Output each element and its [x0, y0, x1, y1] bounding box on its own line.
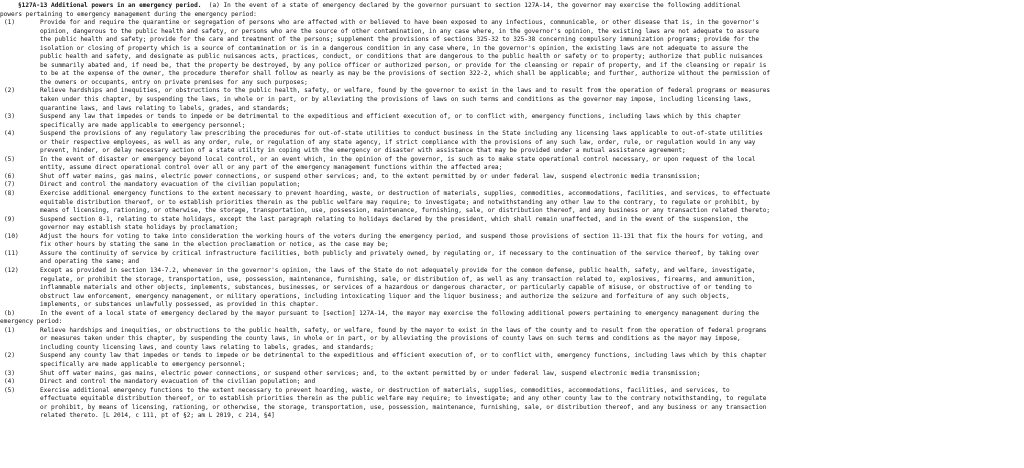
subsection-b-item-text-line: Exercise additional emergency functions to the extent necessary to prevent hoarding, waste, or destruction of materials, supplies, commodities, accommodations, facilities, and services, to	[40, 386, 730, 394]
subsection-a-item-text-line: In the event of disaster or emergency beyond local control, or an event which, in the opinion of the governor, is such as to make state operational control necessary, or upon request of the local	[40, 155, 756, 163]
subsection-a-item	[0, 173, 1022, 182]
subsection-a-item-text-line: regulate, or prohibit the storage, transportation, use, possession, maintenance, furnishing, sale, or distribution of, as well as any transaction related to, explosives, firearms, and ammunition,	[40, 275, 756, 283]
subsection-a-item-text-line: public health and safety, and designate as public nuisances acts, practices, conduct, or conditions that are dangerous to the public health or safety or to property; authorize that public nuisances	[40, 53, 763, 61]
subsection-a-item-number: (9)	[4, 215, 16, 223]
subsection-a-item	[0, 181, 1022, 190]
subsection-a-list	[0, 19, 1022, 310]
subsection-a-item-text-line: Suspend section 8-1, relating to state holidays, except the last paragraph relating to holidays declared by the president, which shall remain unaffected, and in the event of the suspension, the	[40, 215, 749, 223]
subsection-a-item-text-line: specifically are made applicable to emergency personnel;	[40, 121, 246, 129]
subsection-b-item-text-line: effectuate equitable distribution thereof, or to establish priorities therein as the public welfare may require; to investigate; and any other county law to the contrary notwithstanding, to regulate	[40, 395, 767, 403]
subsection-b-item-text-line: specifically are made applicable to emergency personnel;	[40, 360, 246, 368]
subsection-b-item-text-line: related thereto. [L 2014, c 111, pt of §2; am L 2019, c 214, §4]	[40, 412, 275, 420]
subsection-b-item-text-line: Suspend any county law that impedes or tends to impede or be detrimental to the expeditious and efficient execution of, or to conflict with, emergency functions, including laws which by this chapter	[40, 352, 767, 360]
subsection-a-item-text-line: Exercise additional emergency functions to the extent necessary to prevent hoarding, waste, or destruction of materials, supplies, commodities, accommodations, facilities, and services, to effectuate	[40, 190, 771, 198]
subsection-a-item-text-line: inflammable materials and other objects, implements, substances, businesses, or services of a hazardous or dangerous character, or particularly capable of misuse, or obstructive of or tending to	[40, 284, 752, 292]
subsection-a-intro: (a) In the event of a state of emergency declared by the governor pursuant to section 127A-14, the governor may exercise the following additional	[208, 2, 741, 9]
subsection-b-item-text-line: including county licensing laws, and county laws relating to labels, grades, and standards;	[40, 343, 374, 351]
subsection-a-item	[0, 113, 1022, 130]
subsection-b	[0, 310, 1022, 319]
subsection-a-item	[0, 216, 1022, 233]
subsection-b-intro: In the event of a local state of emergency declared by the mayor pursuant to [section] 127A-14, the mayor may exercise the following additional powers pertaining to emergency management during the	[40, 309, 760, 317]
subsection-b-item-text-line: or prohibit, by means of licensing, rationing, or otherwise, the storage, transportation, use, possession, maintenance, furnishing, sale, or distribution thereof, and any business or any transaction	[40, 403, 767, 411]
subsection-b-item-number: (5)	[4, 386, 16, 394]
subsection-a-item-text-line: Relieve hardships and inequities, or obstructions to the public health, safety, or welfare, found by the governor to exist in the laws and to result from the operation of federal programs or measures	[40, 87, 771, 95]
subsection-a-intro-continued: powers pertaining to emergency management during the emergency period:	[0, 10, 257, 18]
subsection-b-item-number: (1)	[4, 326, 16, 334]
subsection-b-item-number: (2)	[4, 352, 16, 360]
subsection-a-item-text-line: and operating the same; and	[40, 258, 140, 266]
subsection-a-item-text-line: or their respective employees, as well as any order, rule, or regulation of any state agency, if strict compliance with the provisions of any such law, order, rule, or regulation would in any way	[40, 138, 756, 146]
subsection-b-item	[0, 387, 1022, 421]
subsection-b-list	[0, 327, 1022, 421]
subsection-b-item-text-line: Direct and control the mandatory evacuation of the civilian population; and	[40, 378, 316, 386]
subsection-b-item-text-line: or measures taken under this chapter, by suspending the county laws, in whole or in part, or by alleviating the provisions of county laws on such terms and conditions as the mayor may impose,	[40, 335, 741, 343]
subsection-a-item-text-line: quarantine laws, and laws relating to labels, grades, and standards;	[40, 104, 290, 112]
subsection-b-item	[0, 370, 1022, 379]
subsection-a-item-text-line: Assure the continuity of service by critical infrastructure facilities, both publicly and privately owned, by regulating or, if necessary to the continuation of the service thereof, by taking over	[40, 249, 760, 257]
subsection-a-item	[0, 250, 1022, 267]
subsection-a-item	[0, 130, 1022, 156]
subsection-a-item-number: (6)	[4, 172, 16, 180]
subsection-a-item-number: (12)	[4, 266, 19, 274]
subsection-a-item-text-line: opinion, dangerous to the public health and safety, or persons who are the source of other contamination, in any case where, in the governor's opinion, the existing laws are not adequate to assure	[40, 27, 760, 35]
section-heading: §127A-13 Additional powers in an emergency period.	[18, 2, 202, 9]
subsection-a-item-number: (8)	[4, 190, 16, 198]
subsection-b-item	[0, 352, 1022, 369]
subsection-a-item-text-line: the public health and safety; provide for the care and treatment of the persons; supplement the provisions of sections 325-32 to 325-38 concerning compulsory immunization programs; provide for the	[40, 36, 760, 44]
subsection-a-item-text-line: be summarily abated and, if need be, that the property be destroyed, by any police officer or authorized person, or provide for the cleansing or repair of property, and if the cleansing or repair is	[40, 61, 767, 69]
subsection-a-item-text-line: isolation or closing of property which is a source of contamination or is in a dangerous condition in any case where, in the governor's opinion, the existing laws are not adequate to assure the	[40, 44, 749, 52]
subsection-a-item-number: (2)	[4, 87, 16, 95]
subsection-b-intro-continued: emergency period:	[0, 318, 63, 326]
subsection-a-item-text-line: Suspend the provisions of any regulatory law prescribing the procedures for out-of-state utilities to conduct business in the State including any licensing laws applicable to out-of-state utilities	[40, 130, 763, 138]
subsection-a-item-text-line: entity, assume direct operational control over all or any part of the emergency management functions within the affected area;	[40, 164, 503, 172]
subsection-a-item	[0, 87, 1022, 113]
subsection-a-item-text-line: Provide for and require the quarantine or segregation of persons who are affected with or believed to have been exposed to any infectious, communicable, or other disease that is, in the governor's	[40, 19, 760, 27]
subsection-a-item-text-line: implements, or substances unlawfully possessed, as provided in this chapter.	[40, 301, 319, 309]
subsection-a-item	[0, 233, 1022, 250]
subsection-a-item-number: (10)	[4, 232, 19, 240]
subsection-b-item	[0, 327, 1022, 353]
subsection-b-item	[0, 378, 1022, 387]
subsection-a-item-number: (1)	[4, 19, 16, 27]
subsection-a-item-text-line: Except as provided in section 134-7.2, whenever in the governor's opinion, the laws of the State do not adequately provide for the common defense, public health, safety, and welfare, investigate,	[40, 266, 756, 274]
subsection-a-item-number: (7)	[4, 181, 16, 189]
subsection-a-item	[0, 190, 1022, 216]
subsection-a-item-text-line: means of licensing, rationing, or otherwise, the storage, transportation, use, possession, maintenance, furnishing, sale, or distribution thereof, and any business or any transaction related thereto;	[40, 207, 771, 215]
subsection-a-item-text-line: taken under this chapter, by suspending the laws, in whole or in part, or by alleviating the provisions of laws on such terms and conditions as the governor may impose, including licensing laws,	[40, 96, 752, 104]
subsection-b-item-number: (4)	[4, 378, 16, 386]
subsection-a-item-text-line: fix other hours by stating the same in the election proclamation or notice, as the case may be;	[40, 241, 389, 249]
subsection-a-item-text-line: governor may establish state holidays by proclamation;	[40, 224, 239, 232]
subsection-b-item-number: (3)	[4, 369, 16, 377]
subsection-a-item-number: (11)	[4, 249, 19, 257]
subsection-b-number: (b)	[4, 309, 16, 317]
subsection-b-item-text-line: Relieve hardships and inequities, or obstructions to the public health, safety, or welfare, found by the mayor to exist in the laws of the county and to result from the operation of federal programs	[40, 326, 767, 334]
section-intro-line-1	[0, 2, 1022, 11]
subsection-a-item-number: (3)	[4, 113, 16, 121]
subsection-a-item-text-line: Direct and control the mandatory evacuation of the civilian population;	[40, 181, 301, 189]
subsection-a-item-text-line: the owners or occupants, entry on private premises for any such purposes;	[40, 78, 308, 86]
subsection-a-item-text-line: obstruct law enforcement, emergency management, or military operations, including intoxicating liquor and the liquor business; and authorize the seizure and forfeiture of any such objects,	[40, 292, 730, 300]
subsection-a-item-number: (5)	[4, 155, 16, 163]
subsection-a-item	[0, 267, 1022, 310]
subsection-a-item-text-line: equitable distribution thereof, or to establish priorities therein as the public welfare may require; to investigate; and notwithstanding any other law to the contrary, to regulate or prohibit, by	[40, 198, 760, 206]
subsection-a-item-text-line: to be at the expense of the owner, the procedure therefor shall follow as nearly as may be the provisions of section 322-2, which shall be applicable; and further, authorize without the permission of	[40, 70, 771, 78]
subsection-a-item-number: (4)	[4, 130, 16, 138]
subsection-a-item-text-line: Suspend any law that impedes or tends to impede or be detrimental to the expeditious and efficient execution of, or to conflict with, emergency functions, including laws which by this chapter	[40, 113, 741, 121]
subsection-a-item	[0, 156, 1022, 173]
subsection-b-item-text-line: Shut off water mains, gas mains, electric power connections, or suspend other services; and, to the extent permitted by or under federal law, suspend electronic media transmission;	[40, 369, 701, 377]
subsection-a-item-text-line: prevent, hinder, or delay necessary action of a state utility in coping with the emergency or disaster with assistance that may be provided under a mutual assistance agreement;	[40, 147, 686, 155]
subsection-a-item-text-line: Adjust the hours for voting to take into consideration the working hours of the voters during the emergency period, and suspend those provisions of section 11-131 that fix the hours for voting, and	[40, 232, 763, 240]
subsection-a-item	[0, 19, 1022, 87]
subsection-a-item-text-line: Shut off water mains, gas mains, electric power connections, or suspend other services; and, to the extent permitted by or under federal law, suspend electronic media transmission;	[40, 172, 701, 180]
